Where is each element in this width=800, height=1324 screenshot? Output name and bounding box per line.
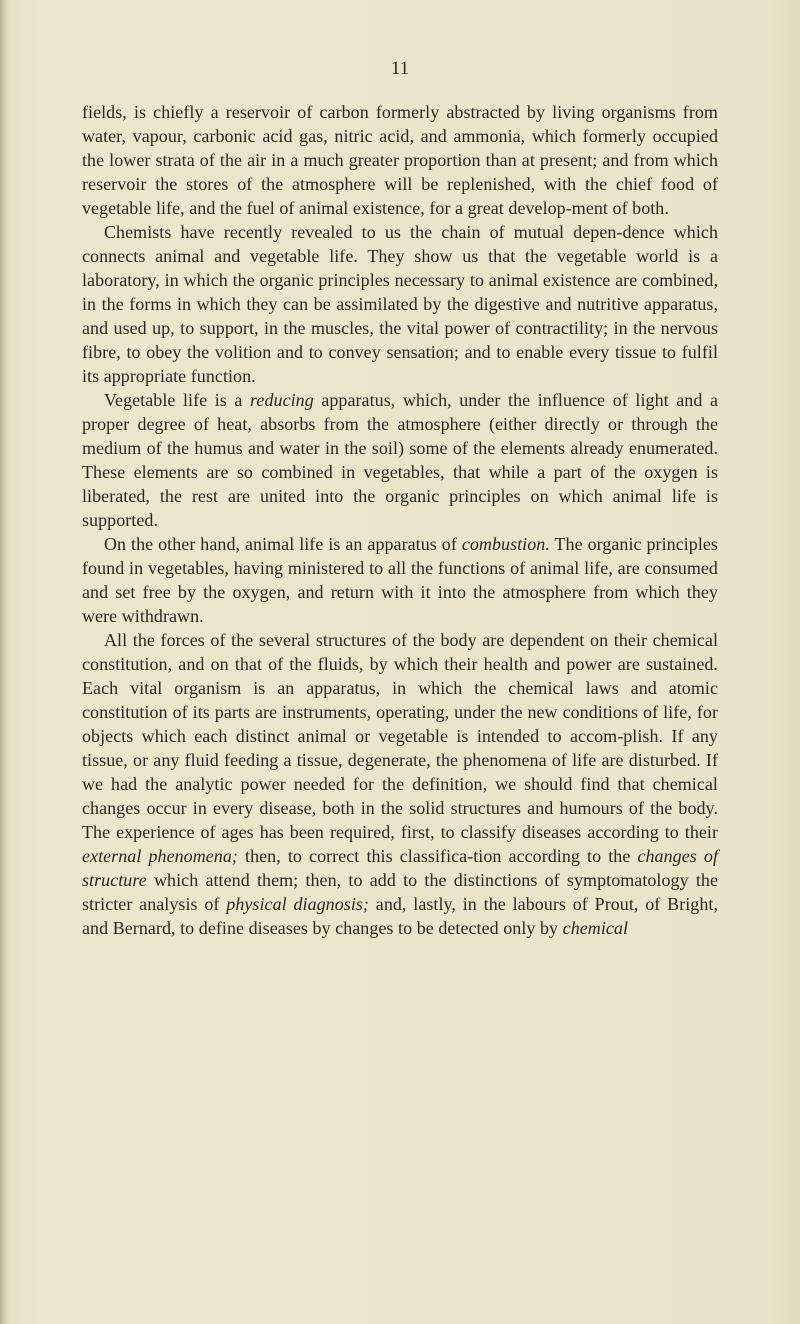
italic-text: reducing	[250, 390, 314, 410]
italic-text: physical diagnosis;	[226, 894, 369, 914]
text-run: which attend them; then, to add to the distinctions of symptomatology the stricter analysis of	[82, 870, 718, 914]
paragraph	[82, 628, 718, 940]
text-run: then, to correct this classifica-tion according to the	[237, 846, 638, 866]
text-run: apparatus, which, under the influence of light and a proper degree of heat, absorbs from the atmosphere (either directly or through the medium of the humus and water in the soil) some of the elements already enumerated. These elements are so combined in vegetables, that while a part of the oxygen is liberated, the rest are united into the organic principles on which animal life is supported.	[82, 390, 718, 530]
italic-text: combustion.	[461, 534, 550, 554]
page-number: 11	[390, 58, 410, 79]
paragraph	[82, 100, 718, 220]
paragraph	[82, 388, 718, 532]
italic-text: changes of structure	[82, 846, 718, 890]
body-text	[82, 100, 718, 940]
paragraph	[82, 532, 718, 628]
italic-text: chemical	[562, 918, 629, 938]
paragraph	[82, 220, 718, 388]
text-run: fields, is chiefly a reservoir of carbon formerly abstracted by living organisms from water, vapour, carbonic acid gas, nitric acid, and ammonia, which formerly occupied the lower strata of the air in a much greater proportion than at present; and from which reservoir the stores of the atmosphere will be replenished, with the chief food of vegetable life, and the fuel of animal existence, for a great develop-ment of both.	[82, 102, 718, 218]
page-binding-edge	[0, 0, 6, 1324]
text-run: On the other hand, animal life is an apparatus of	[104, 534, 462, 554]
text-run: Vegetable life is a	[104, 390, 251, 410]
text-run: Chemists have recently revealed to us the chain of mutual depen-dence which connects animal and vegetable life. They show us that the vegetable world is a laboratory, in which the organic principles necessary to animal existence are combined, in the forms in which they can be assimilated by the digestive and nutritive apparatus, and used up, to support, in the muscles, the vital power of contractility; in the nervous fibre, to obey the volition and to convey sensation; and to enable every tissue to fulfil its appropriate function.	[82, 222, 718, 386]
text-run: The organic principles found in vegetables, having ministered to all the functions of animal life, are consumed and set free by the oxygen, and return with it into the atmosphere from which they were withdrawn.	[82, 534, 718, 626]
text-run: and, lastly, in the labours of Prout, of Bright, and Bernard, to define diseases by changes to be detected only by	[82, 894, 718, 938]
italic-text: external phenomena;	[82, 846, 238, 866]
text-run: All the forces of the several structures of the body are dependent on their chemical constitution, and on that of the fluids, by which their health and power are sustained. Each vital organism is an apparatus, in which the chemical laws and atomic constitution of its parts are instruments, operating, under the new conditions of life, for objects which each distinct animal or vegetable is intended to accom-plish. If any tissue, or any fluid feeding a tissue, degenerate, the phenomena of life are disturbed. If we had the analytic power needed for the definition, we should find that chemical changes occur in every disease, both in the solid structures and humours of the body. The experience of ages has been required, first, to classify diseases according to their	[82, 630, 718, 842]
